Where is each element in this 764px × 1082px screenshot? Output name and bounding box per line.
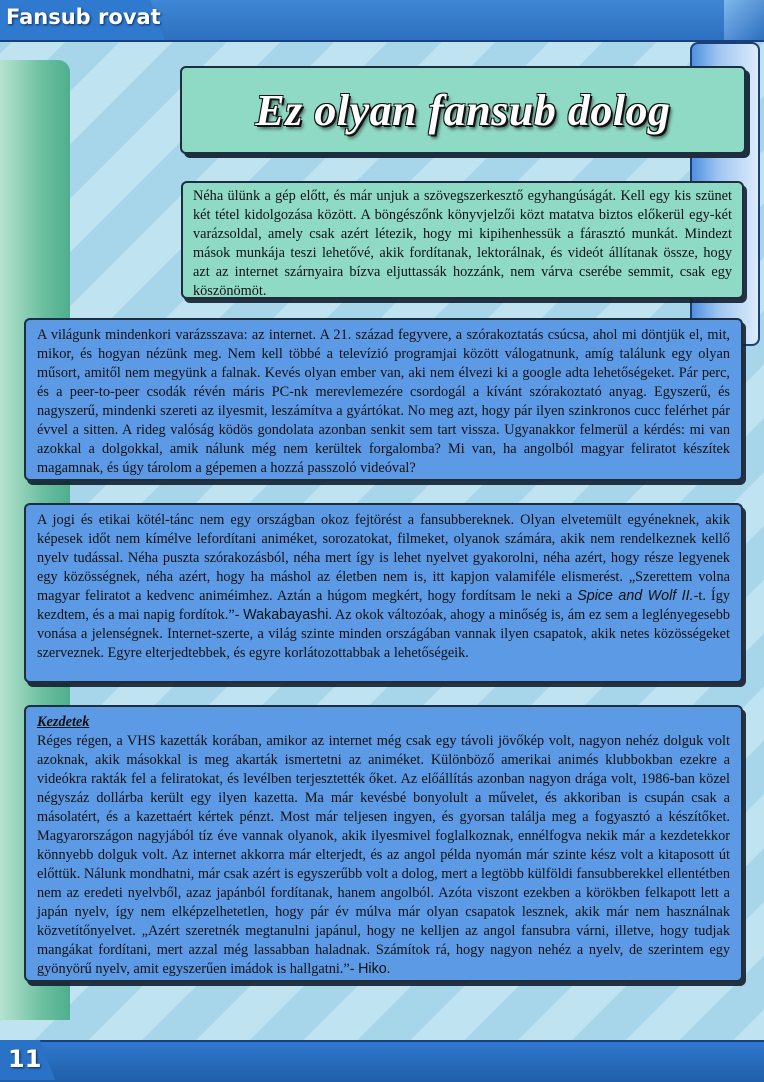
paragraph-box-1 [24, 318, 743, 481]
article-title: Ez olyan fansub dolog [255, 85, 671, 135]
page-number: 11 [8, 1045, 42, 1073]
paragraph-2-text-c: . Az okok változóak, ahogy a minőség is, ám ez sem a leglényegesebb vonása a jelenségnek. Internet-szerte, a világ szinte minden országában vannak ilyen csapatok, akik netes közösségeket szerveznek. Egyre elterjedtebbek, és egyre korlátozottabbak a lehetőségeik. [37, 607, 730, 661]
intro-paragraph: Néha ülünk a gép előtt, és már unjuk a szövegszerkesztő egyhangúságát. Kell egy kis szünet két tétel kidolgozása között. A böngészőnk könyvjelzői közt matatva biztos előkerül egy-két varázsoldal, amely csak azért létezik, hogy mi kipihenhessük a fárasztó munkát. Mindezt mások munkája teszi lehetővé, akik fordítanak, lektorálnak, és videót állítanak össze, hogy azt az internet szárnyaira bízva eljuttassák hozzánk, nem várva cserébe semmit, csak egy köszönömöt. [193, 188, 732, 299]
quoted-title: Spice and Wolf II. [577, 588, 694, 604]
paragraph-3 [37, 732, 730, 979]
section-heading: Kezdetek [37, 714, 90, 730]
paragraph-3-end: . [386, 961, 391, 977]
header-corner-decoration [724, 0, 764, 40]
paragraph-box-2 [24, 503, 743, 683]
footer-band [0, 1040, 764, 1082]
paragraph-2-text-a: A jogi és etikai kötél-tánc nem egy országban okoz fejtörést a fansubbereknek. Olyan elvetemült egyéneknek, akik képesek időt nem kímélve lefordítani animéket, sorozatokat, filmeket, olyanok számára, akik nem rendelkeznek kellő nyelv tudással. Néha puszta szórakozásból, néha mert így is lehet nyelvet gyakorolni, néha azért, hogy része legyenek egy közösségnek, néha azért, hogy ha máshol az életben nem is, itt kapjon valamiféle elismerést. „Szerettem volna magyar feliratot a kedvenc animéimhez. Aztán a húgom megkért, hogy fordítsam le neki a [37, 512, 730, 604]
article-title-box [180, 66, 746, 154]
section-title-label: Fansub rovat [6, 5, 161, 29]
quote-author-2: Hiko [358, 961, 387, 977]
paragraph-2 [37, 511, 730, 663]
quote-author-1: Wakabayashi [243, 607, 329, 623]
intro-box [181, 181, 744, 299]
paragraph-3-text: Réges régen, a VHS kazetták korában, amikor az internet még csak egy távoli jövőkép volt, nagyon nehéz dolguk volt azoknak, akik másokkal is meg akarták ismertetni az animéket. Különböző amerikai animés klubbokban ezekre a videókra rakták fel a feliratokat, és levélben terjesztették őket. Az előállítás azonban nagyon drága volt, 1986-ban közel négyszáz dollárba került egy ilyen kazetta. Ma már kevésbé bonyolult a művelet, és akkoriban is csupán csak a másolatért, és a kazettaért kértek pénzt. Most már teljesen ingyen, és gyorsan találja meg a fogyasztó a készítőket. Magyarországon nagyjából tíz éve vannak olyanok, akik ilyesmivel foglalkoznak, ennélfogva nekik már a kezdetekkor könnyebb dolguk volt. Az internet akkorra már elterjedt, és az angol példa nyomán már szinte kész volt a kitaposott út előttük. Nálunk mondhatni, már csak azért is egyszerűbb volt a dolog, mert a legtöbb külföldi fansubberekkel ellentétben nem az eredeti nyelvből, azaz japánból fordítanak, hanem angolból. Azóta viszont ezekben a körökben felkapott lett a japán nyelv, így nem elképzelhetetlen, hogy pár év múlva már olyan csapatok lesznek, akik már nem használnak közvetítőnyelvet. „Azért szeretnék megtanulni japánul, hogy ne kelljen az angol fansubra várni, illetve, hogy tudjak mangákat fordítani, mert azzal még lassabban haladnak. Számítok rá, hogy nagyon nehéz a nyelv, de szerintem egy gyönyörű nyelv, amit egyszerűen imádok is hallgatni.”- [37, 733, 730, 977]
paragraph-2-text-b: -t. Így kezdtem, és a mai napig fordítok.”- [37, 588, 730, 623]
paragraph-1: A világunk mindenkori varázsszava: az internet. A 21. század fegyvere, a szórakoztatás csúcsa, ahol mi döntjük el, mit, mikor, és hogyan nézünk meg. Nem kell többé a televízió programjai között válogatnunk, amíg találunk egy olyan műsort, amitől nem megyünk a falnak. Kevés olyan ember van, aki nem élvezi ki a google adta lehetőségeket. Pár perc, és a peer-to-peer csodák révén máris PC-nk merevlemezére csordogál a kívánt szórakoztató anyag. Egyszerű, és nagyszerű, mindenki szereti az ilyesmit, leszámítva a gyártókat. No meg azt, hogy pár ilyen szinkronos cucc felérhet pár évvel a sitten. A rideg valóság ködös gondolata azonban senkit sem tart vissza. Ugyanakkor felmerül a kérdés: mi van azokkal a dolgokkal, amik nálunk még nem kerültek forgalomba? Mi van, ha angolból magyar feliratot készítek magamnak, és úgy tárolom a gépemen a hozzá passzoló videóval? [37, 327, 730, 476]
paragraph-box-3 [24, 705, 743, 982]
